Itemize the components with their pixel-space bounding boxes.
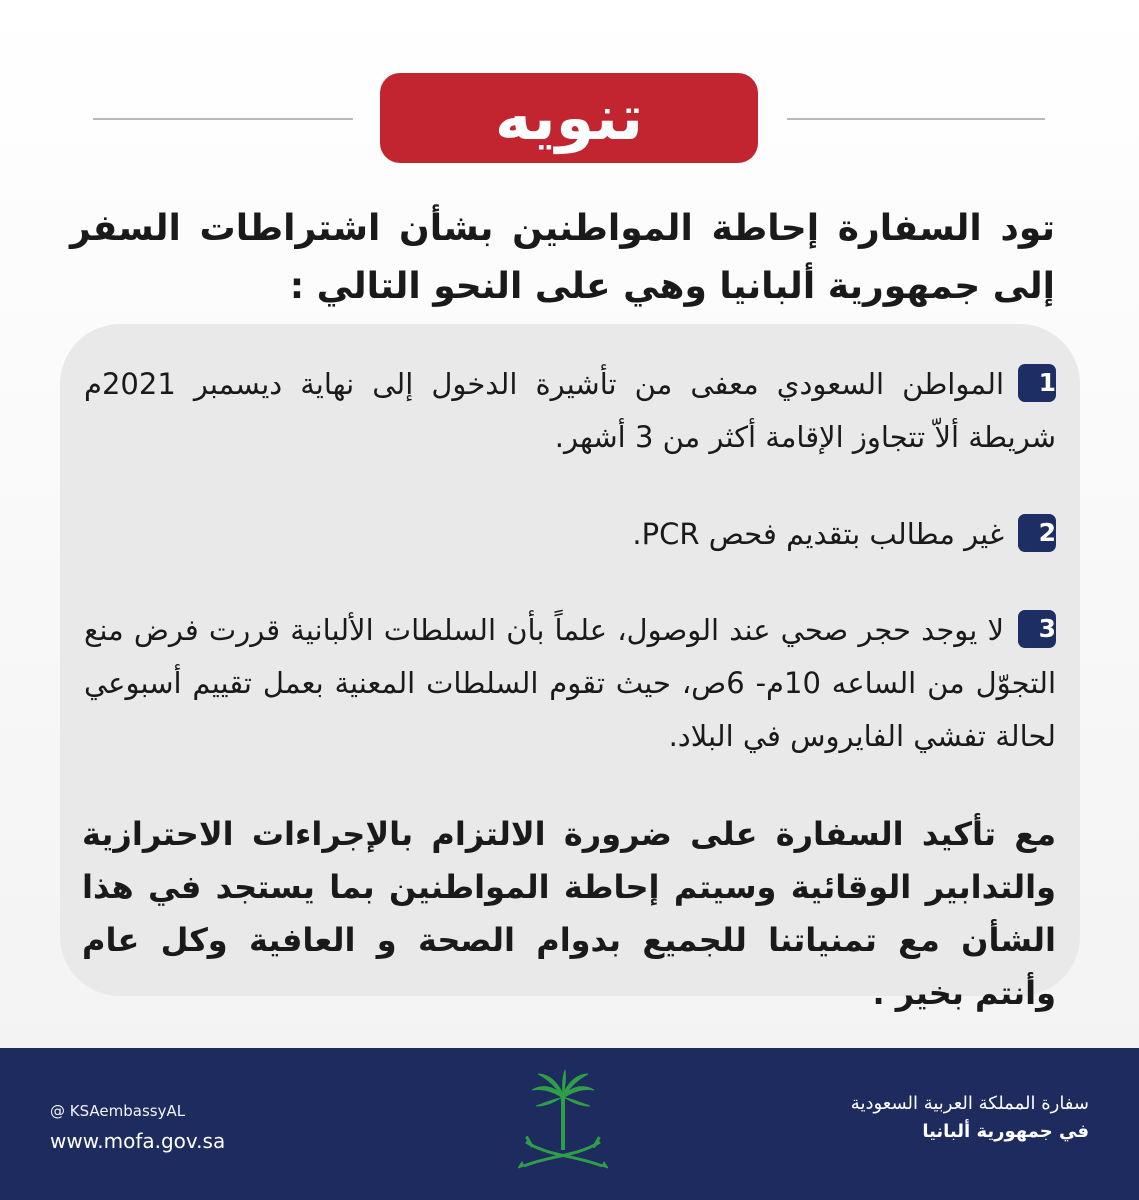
list-item-text: المواطن السعودي معفى من تأشيرة الدخول إلى نهاية ديسمبر 2021م شريطة ألاّ تتجاوز الإقامة أكثر من 3 أشهر. [84, 367, 1056, 454]
intro-text: تود السفارة إحاطة المواطنين بشأن اشتراطات السفر إلى جمهورية ألبانيا وهي على النحو التالي : [70, 208, 1055, 307]
twitter-handle[interactable]: @ KSAembassyAL [50, 1102, 186, 1120]
embassy-name-line2: في جمهورية ألبانيا [922, 1121, 1089, 1142]
embassy-name-line1: سفارة المملكة العربية السعودية [850, 1093, 1089, 1114]
footer-contacts [50, 1100, 225, 1156]
list-item [84, 604, 1056, 763]
number-badge: 3 [1018, 610, 1056, 648]
embassy-name [851, 1090, 1089, 1146]
left-divider [93, 118, 353, 120]
closing-text: مع تأكيد السفارة على ضرورة الالتزام بالإجراءات الاحترازية والتدابير الوقائية وسيتم إحاطة المواطنين بما يستجد في هذا الشأن مع تمنياتنا للجميع بدوام الصحة و العافية وكل عام وأنتم بخير . [82, 815, 1056, 1012]
list-item [84, 508, 1056, 561]
footer-bar [0, 1048, 1139, 1200]
number-badge: 1 [1018, 364, 1056, 402]
list-item-text: لا يوجد حجر صحي عند الوصول، علماً بأن السلطات الألبانية قررت فرض منع التجوّل من الساعه 10م- 6ص، حيث تقوم السلطات المعنية بعمل تقييم أسبوعي لحالة تفشي الفايروس في البلاد. [84, 613, 1056, 753]
palm-and-swords-icon [518, 1070, 608, 1180]
right-divider [787, 118, 1045, 120]
website-link[interactable]: www.mofa.gov.sa [50, 1129, 226, 1153]
list-item-text: غير مطالب بتقديم فحص PCR. [632, 517, 1004, 551]
list-item [84, 358, 1056, 464]
number-badge: 2 [1018, 514, 1056, 552]
title-banner [380, 73, 758, 163]
page-title: تنويه [494, 81, 644, 154]
